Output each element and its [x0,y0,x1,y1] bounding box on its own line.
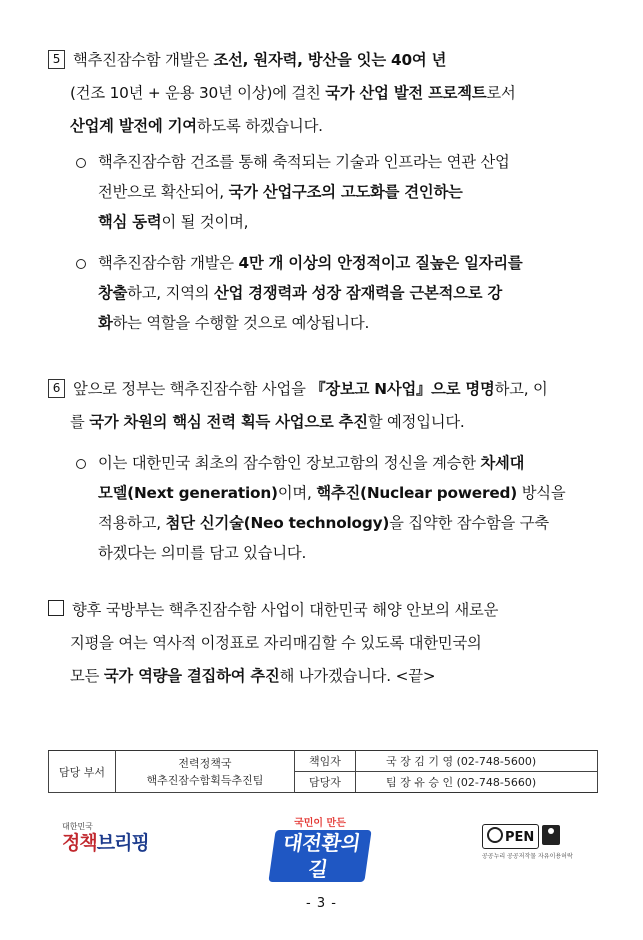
page-number: - 3 - [306,896,337,911]
open-license-logo: PEN 공공누리 공공저작물 자유이용허락 [482,824,564,862]
policy-briefing-logo: 대한민국 정책브리핑 [62,822,149,854]
section-6-line-2: 를 국가 차원의 핵심 전력 획득 사업으로 추진할 예정입니다. [70,413,465,431]
circle-bullet-icon [76,459,86,469]
campaign-logo: 국민이 만든 대전환의 길 [272,818,368,870]
person-cell: 팀 장 유 승 인 (02-748-5660) [356,772,598,793]
section-5 [48,44,604,143]
bullet-3: 이는 대한민국 최초의 잠수함인 장보고함의 정신을 계승한 차세대 모델(Next generation)이며, 핵추진(Nuclear powered) 방식을 적용하고, 첨단 신기술(Neo technology)을 집약한 잠수함을 구축 하겠다는 의미를 담고 있습니다. [76,448,606,568]
contact-table [48,750,598,793]
section-5-line-1: 5 핵추진잠수함 개발은 조선, 원자력, 방산을 잇는 40여 년 [48,44,604,77]
section-number-box: 5 [48,50,65,69]
section-5-line-2: (건조 10년 + 운용 30년 이상)에 걸친 국가 산업 발전 프로젝트로서 [70,84,516,102]
circle-bullet-icon [76,259,86,269]
team-name: 전력정책국 핵추진잠수함획득추진팀 [116,751,295,793]
section-5-line-3: 산업계 발전에 기여하도록 하겠습니다. [70,117,323,135]
circle-bullet-icon [76,158,86,168]
section-6 [48,373,604,439]
person-cell: 국 장 김 기 영 (02-748-5600) [356,751,598,772]
dept-label: 담당 부서 [49,751,116,793]
closing-paragraph: 향후 국방부는 핵추진잠수함 사업이 대한민국 해양 안보의 새로운 지평을 여는 역사적 이정표로 자리매김할 수 있도록 대한민국의 모든 국가 역량을 결집하여 추진해 나가겠습니다. <끝> [48,594,604,693]
bullet-2: 핵추진잠수함 개발은 4만 개 이상의 안정적이고 질높은 일자리를 창출하고, 지역의 산업 경쟁력과 성장 잠재력을 근본적으로 강 화하는 역할을 수행할 것으로 예상됩니다. [76,248,606,338]
square-bullet-icon [48,600,64,616]
section-6-line-1: 6 앞으로 정부는 핵추진잠수함 사업을 『장보고 N사업』으로 명명하고, 이 [48,373,604,406]
attribution-person-icon [542,825,560,845]
bullet-1: 핵추진잠수함 건조를 통해 축적되는 기술과 인프라는 연관 산업 전반으로 확산되어, 국가 산업구조의 고도화를 견인하는 핵심 동력이 될 것이며, [76,147,606,237]
section-number-box: 6 [48,379,65,398]
role-cell: 책임자 [295,751,356,772]
role-cell: 담당자 [295,772,356,793]
open-o-icon [487,827,503,843]
